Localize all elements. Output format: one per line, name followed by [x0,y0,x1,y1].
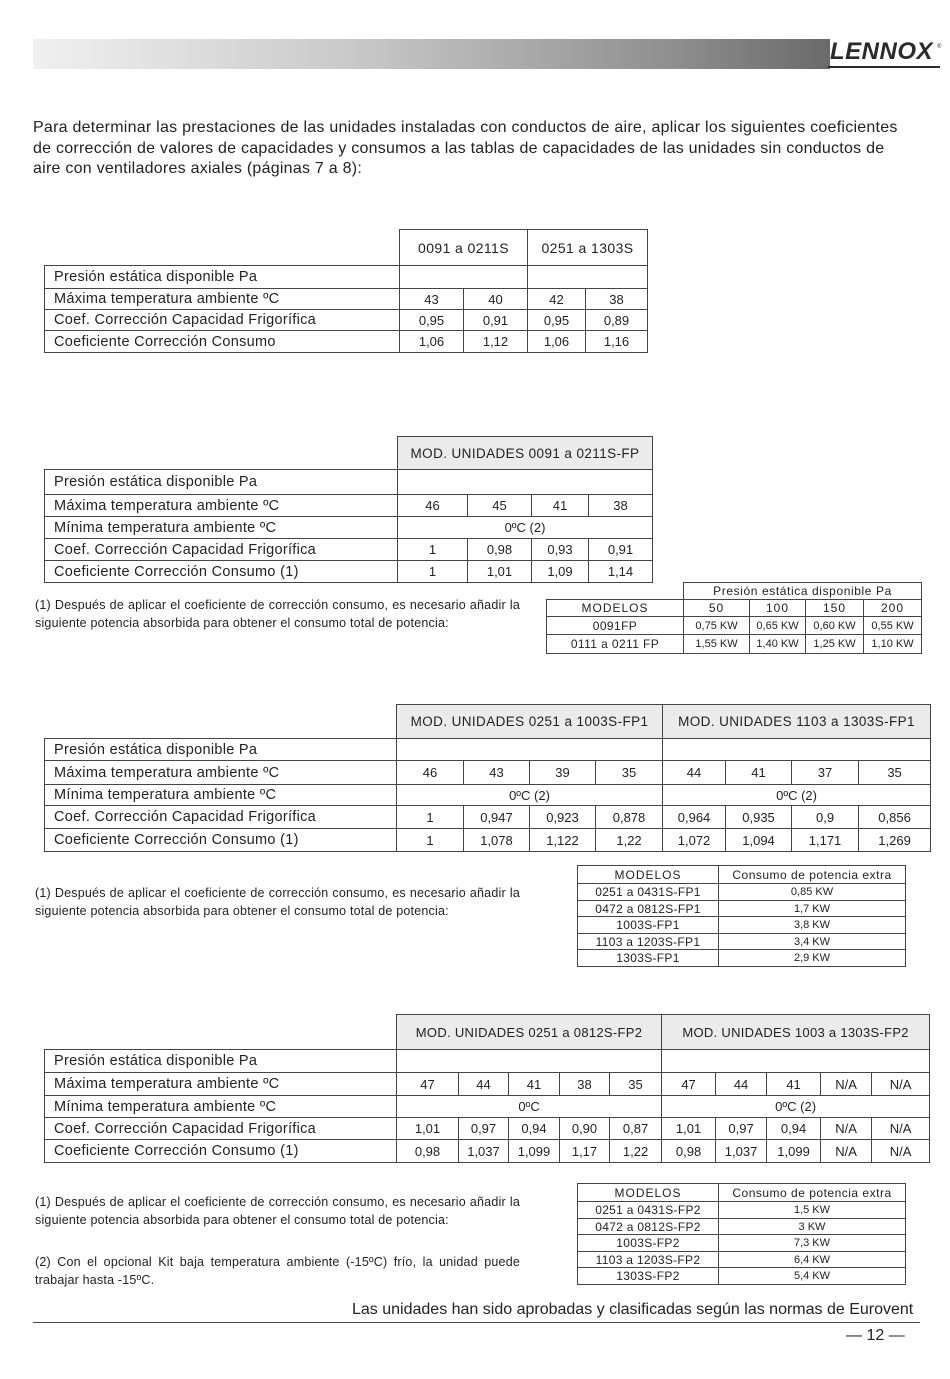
cell: N/A [821,1118,872,1140]
group-header: 0091 a 0211S [400,230,528,266]
model-cell: 0251 a 0431S-FP1 [578,884,719,901]
cell: 41 [726,761,792,785]
cell: N/A [872,1140,930,1163]
header-bar [33,39,830,69]
cell: 1,037 [459,1140,509,1163]
cell: 1,01 [662,1118,716,1140]
cell: 0,856 [859,806,931,829]
page-number [846,1327,905,1345]
cell: 46 [397,761,464,785]
cell: 1,01 [397,1118,459,1140]
row-label: Coef. Corrección Capacidad Frigorífica [45,539,398,561]
model-cell: 1103 a 1203S-FP1 [578,934,719,950]
eurovent-statement: Las unidades han sido aprobadas y clasificadas según las normas de Eurovent [352,1301,914,1318]
cell: 0,93 [532,539,589,561]
empty-cell [45,230,400,266]
group-header: MOD. UNIDADES 0251 a 0812S-FP2 [397,1015,662,1050]
cell: 0,90 [560,1118,610,1140]
cell: 1,7 KW [719,901,906,917]
cell: 1,14 [589,561,653,583]
cell: 1,06 [528,331,586,353]
cell: 0,923 [530,806,596,829]
footer-divider [33,1322,920,1323]
cell: 1,22 [610,1140,662,1163]
cell: 38 [586,289,648,310]
row-label: Mínima temperatura ambiente ºC [45,1096,397,1118]
cell: 0,97 [716,1118,767,1140]
correction-table-fp2 [44,1014,930,1163]
logo-underline [828,66,940,68]
extra-power-table-fp1 [577,865,906,967]
model-cell: 1103 a 1203S-FP2 [578,1252,719,1268]
cell: 1,22 [596,829,663,852]
cell [662,1050,930,1073]
model-cell: 0472 a 0812S-FP2 [578,1219,719,1235]
cell [397,1050,662,1073]
cell: 1,12 [464,331,528,353]
row-label: Presión estática disponible Pa [45,266,400,289]
footnote-1: (1) Después de aplicar el coeficiente de corrección consumo, es necesario añadir la siguiente potencia absorbida para obtener el consumo total de potencia: [35,886,520,918]
cell: 0,97 [459,1118,509,1140]
cell: 1,25 KW [806,635,864,654]
model-cell: 1303S-FP1 [578,950,719,967]
cell: 0ºC (2) [662,1096,930,1118]
cell: 0,91 [589,539,653,561]
cell: 0,947 [464,806,530,829]
cell: 38 [560,1073,610,1096]
cell: 6,4 KW [719,1252,906,1268]
group-header: MOD. UNIDADES 1103 a 1303S-FP1 [663,705,931,739]
cell: 35 [859,761,931,785]
cell: 1 [397,829,464,852]
cell: 42 [528,289,586,310]
cell: 1,094 [726,829,792,852]
cell: 47 [397,1073,459,1096]
cell: 3,8 KW [719,917,906,934]
row-label: Presión estática disponible Pa [45,739,397,761]
cell: 0,98 [397,1140,459,1163]
cell: N/A [821,1073,872,1096]
cell: 1,171 [792,829,859,852]
cell: 0,98 [468,539,532,561]
cell [398,470,653,495]
correction-table-fp [44,436,653,583]
empty-cell [45,437,398,470]
cell: 0,98 [662,1140,716,1163]
cell: 43 [400,289,464,310]
cell: 40 [464,289,528,310]
cell: 1,072 [663,829,726,852]
empty-cell [45,1015,397,1050]
cell: 41 [767,1073,821,1096]
cell: 0ºC (2) [397,785,663,806]
cell: 41 [509,1073,560,1096]
cell: 0,878 [596,806,663,829]
row-label: Coef. Corrección Capacidad Frigorífica [45,806,397,829]
row-label: Máxima temperatura ambiente ºC [45,495,398,517]
model-cell: 1303S-FP2 [578,1268,719,1285]
intro-paragraph: Para determinar las prestaciones de las unidades instaladas con conductos de aire, aplicar los siguientes coeficientes de corrección de valores de capacidades y consumos a las tablas de capacidades de las unidades sin conductos de aire con ventiladores axiales (páginas 7 a 8): [33,119,898,177]
pressure-col: 50 [684,600,750,617]
cell: 1,5 KW [719,1202,906,1219]
cell: 0,65 KW [750,617,806,635]
cell: 0ºC (2) [398,517,653,539]
cell: 1 [397,806,464,829]
cell: 38 [589,495,653,517]
cell: 1,17 [560,1140,610,1163]
pressure-col: 100 [750,600,806,617]
cell: 47 [662,1073,716,1096]
model-cell: 1003S-FP1 [578,917,719,934]
cell: 0,60 KW [806,617,864,635]
cell [663,739,931,761]
cell: 0,935 [726,806,792,829]
brand-logo: LENNOX [830,38,934,65]
extra-power-table-fp2 [577,1183,906,1285]
correction-table-standard [44,229,648,353]
cell: 1 [398,561,468,583]
pressure-header: Presión estática disponible Pa [684,583,922,600]
model-cell: 1003S-FP2 [578,1235,719,1252]
cell [400,266,528,289]
pressure-col: 150 [806,600,864,617]
model-cell: 0251 a 0431S-FP2 [578,1202,719,1219]
cell: 1,037 [716,1140,767,1163]
cell: N/A [821,1140,872,1163]
cell: 1,40 KW [750,635,806,654]
registered-mark: ® [937,44,942,50]
cell: N/A [872,1118,930,1140]
cell: 0,89 [586,310,648,331]
models-header: MODELOS [578,1184,719,1202]
cell: 0ºC [397,1096,662,1118]
row-label: Coeficiente Corrección Consumo (1) [45,829,397,852]
cell: 45 [468,495,532,517]
cell: 0,85 KW [719,884,906,901]
cell: 7,3 KW [719,1235,906,1252]
cell: 39 [530,761,596,785]
cell: 1,09 [532,561,589,583]
cell: 1,078 [464,829,530,852]
cell: 1,122 [530,829,596,852]
cell: 1,16 [586,331,648,353]
row-label: Coeficiente Corrección Consumo (1) [45,561,398,583]
page-number-dash: — [888,1327,905,1344]
cell: 35 [596,761,663,785]
cell: 2,9 KW [719,950,906,967]
cell: 44 [716,1073,767,1096]
cell: 44 [459,1073,509,1096]
cell: 44 [663,761,726,785]
empty-cell [45,705,397,739]
row-label: Presión estática disponible Pa [45,1050,397,1073]
cell: 3,4 KW [719,934,906,950]
cell: 1,269 [859,829,931,852]
cell [528,266,648,289]
correction-table-fp1 [44,704,931,852]
cell: 41 [532,495,589,517]
cell: 0,94 [509,1118,560,1140]
cell: 1,099 [509,1140,560,1163]
cell: 0,87 [610,1118,662,1140]
row-label: Coeficiente Corrección Consumo [45,331,400,353]
models-header: MODELOS [578,866,719,884]
cell: 1,55 KW [684,635,750,654]
footnote-2: (2) Con el opcional Kit baja temperatura ambiente (-15ºC) frío, la unidad puede trabajar hasta -15ºC. [35,1255,520,1287]
row-label: Máxima temperatura ambiente ºC [45,289,400,310]
cell: 1,099 [767,1140,821,1163]
cell [397,739,663,761]
group-header: MOD. UNIDADES 0251 a 1003S-FP1 [397,705,663,739]
cell: 0,95 [528,310,586,331]
model-cell: 0111 a 0211 FP [547,635,684,654]
row-label: Coef. Corrección Capacidad Frigorífica [45,1118,397,1140]
model-cell: 0472 a 0812S-FP1 [578,901,719,917]
cell: 0,9 [792,806,859,829]
empty-cell [547,583,684,600]
footnote-1: (1) Después de aplicar el coeficiente de corrección consumo, es necesario añadir la siguiente potencia absorbida para obtener el consumo total de potencia: [35,1195,520,1227]
cell: 0,964 [663,806,726,829]
footnote-1: (1) Después de aplicar el coeficiente de corrección consumo, es necesario añadir la siguiente potencia absorbida para obtener el consumo total de potencia: [35,598,520,630]
page-number-dash: — [846,1327,862,1344]
row-label: Mínima temperatura ambiente ºC [45,785,397,806]
pressure-col: 200 [864,600,922,617]
group-header: MOD. UNIDADES 1003 a 1303S-FP2 [662,1015,930,1050]
extra-power-table-fp [546,582,922,654]
cell: 37 [792,761,859,785]
cell: 1,10 KW [864,635,922,654]
cell: 43 [464,761,530,785]
cell: 5,4 KW [719,1268,906,1285]
extra-power-header: Consumo de potencia extra [719,1184,906,1202]
extra-power-header: Consumo de potencia extra [719,866,906,884]
cell: 35 [610,1073,662,1096]
row-label: Mínima temperatura ambiente ºC [45,517,398,539]
row-label: Coeficiente Corrección Consumo (1) [45,1140,397,1163]
cell: 3 KW [719,1219,906,1235]
cell: 0,91 [464,310,528,331]
models-header: MODELOS [547,600,684,617]
cell: 46 [398,495,468,517]
cell: 0,94 [767,1118,821,1140]
cell: 1 [398,539,468,561]
cell: 0,75 KW [684,617,750,635]
cell: 0,95 [400,310,464,331]
row-label: Presión estática disponible Pa [45,470,398,495]
row-label: Coef. Corrección Capacidad Frigorífica [45,310,400,331]
page-number-value: 12 [866,1327,885,1344]
cell: 1,01 [468,561,532,583]
cell: 0ºC (2) [663,785,931,806]
cell: N/A [872,1073,930,1096]
model-cell: 0091FP [547,617,684,635]
cell: 1,06 [400,331,464,353]
row-label: Máxima temperatura ambiente ºC [45,1073,397,1096]
group-header: MOD. UNIDADES 0091 a 0211S-FP [398,437,653,470]
cell: 0,55 KW [864,617,922,635]
group-header: 0251 a 1303S [528,230,648,266]
row-label: Máxima temperatura ambiente ºC [45,761,397,785]
